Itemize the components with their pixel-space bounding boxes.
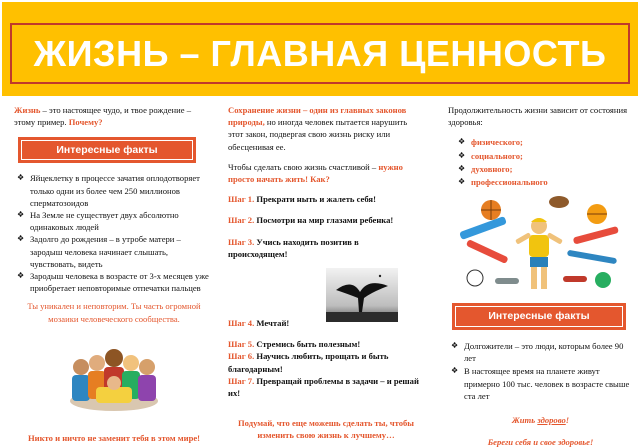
step-text: Учись находить позитив в происходящем! bbox=[228, 236, 359, 259]
step-2 bbox=[228, 214, 420, 226]
live-word: здорово bbox=[537, 415, 566, 426]
eagle-photo bbox=[326, 268, 398, 322]
step-text: Научись любить, прощать и быть благодарным! bbox=[228, 351, 389, 374]
health-list bbox=[448, 136, 633, 188]
step-text: Мечтай! bbox=[254, 318, 290, 329]
header-banner bbox=[2, 2, 638, 96]
step-label: Шаг 4. bbox=[228, 318, 255, 329]
children-group-image bbox=[68, 331, 160, 411]
step-label: Шаг 3. bbox=[228, 236, 255, 247]
children-photo bbox=[68, 331, 160, 411]
live-prefix: Жить bbox=[511, 415, 538, 426]
closing-question: Подумай, что еще можешь сделать ты, чтобы изменить свою жизнь к лучшему… bbox=[237, 418, 414, 441]
preservation-text: но иногда человек пытается нарушить этот закон, подвергая свою жизнь риску или обесценивая ее. bbox=[228, 117, 408, 152]
middle-column bbox=[228, 104, 420, 408]
step-5 bbox=[228, 338, 420, 350]
preservation-lead: Сохранение жизни – один из главных законов природы, bbox=[228, 105, 407, 128]
preservation-paragraph bbox=[228, 104, 420, 153]
list-item: ❖ профессионального bbox=[458, 176, 633, 188]
list-item: ❖ На Земле не существует двух абсолютно одинаковых людей bbox=[14, 209, 214, 233]
intro-word: Жизнь bbox=[14, 105, 41, 115]
step-text: Стремись быть полезным! bbox=[254, 339, 361, 350]
left-column bbox=[14, 104, 214, 411]
step-text: Прекрати ныть и жалеть себя! bbox=[254, 194, 376, 205]
uniqueness-caption: Ты уникален и неповторим. Ты часть огромной мозаики человеческого сообщества. bbox=[27, 301, 201, 324]
sports-collage bbox=[455, 192, 625, 297]
facts-header-left bbox=[18, 137, 196, 163]
intro-question: Почему? bbox=[68, 117, 103, 128]
live-suffix: ! bbox=[565, 415, 570, 426]
list-item: ❖ физического; bbox=[458, 136, 633, 148]
page-title: ЖИЗНЬ – ГЛАВНАЯ ЦЕННОСТЬ bbox=[33, 32, 607, 74]
step-label: Шаг 2. bbox=[228, 215, 255, 226]
step-label: Шаг 7. bbox=[228, 375, 255, 386]
list-item: ❖ Долгожители – это люди, которым более 90 лет bbox=[448, 340, 633, 364]
step-6 bbox=[228, 350, 420, 374]
irreplaceable-line: Никто и ничто не заменит тебя в этом мире! bbox=[27, 433, 201, 443]
facts-header-right bbox=[452, 303, 626, 330]
facts-title-right: Интересные факты bbox=[455, 306, 623, 327]
happiness-paragraph bbox=[228, 161, 420, 185]
intro-text: – это настоящее чудо, и твое рождение – этому пример. bbox=[14, 105, 191, 128]
step-3 bbox=[228, 236, 420, 260]
right-column-bottom bbox=[448, 340, 633, 448]
live-healthy-line bbox=[448, 414, 633, 426]
intro-paragraph bbox=[14, 104, 214, 128]
title-frame bbox=[10, 23, 630, 84]
list-item: ❖ В настоящее время на планете живут примерно 100 тыс. человек в возрасте свыше ста лет bbox=[448, 365, 633, 402]
lifespan-intro: Продолжительность жизни зависит от состояния здоровья: bbox=[448, 105, 628, 128]
care-line: Береги себя и свое здоровье! bbox=[487, 437, 594, 448]
list-item: ❖ Зародыш человека в возрасте от 3-х месяцев уже приобретает неповторимые отпечатки пальцев bbox=[14, 270, 214, 294]
list-item: ❖ социального; bbox=[458, 150, 633, 162]
step-label: Шаг 6. bbox=[228, 351, 255, 362]
list-item: ❖ Задолго до рождения – в утробе матери – зародыш человека начинает слышать, чувствовать, видеть bbox=[14, 233, 214, 270]
happiness-lead: нужно просто начать жить! Как? bbox=[228, 161, 403, 185]
facts-title-left: Интересные факты bbox=[21, 140, 193, 160]
step-text: Посмотри на мир глазами ребенка! bbox=[254, 215, 394, 226]
step-1 bbox=[228, 193, 420, 205]
facts-list-left bbox=[14, 172, 214, 294]
right-column bbox=[448, 104, 633, 189]
step-label: Шаг 5. bbox=[228, 339, 255, 350]
list-item: ❖ духовного; bbox=[458, 163, 633, 175]
facts-list-right bbox=[448, 340, 633, 402]
happiness-text: Чтобы сделать свою жизнь счастливой – bbox=[228, 161, 379, 172]
step-label: Шаг 1. bbox=[228, 194, 255, 205]
list-item: ❖ Яйцеклетку в процессе зачатия оплодотворяет только одни из более чем 250 миллионов сперматозоидов bbox=[14, 172, 214, 209]
step-text: Превращай проблемы в задачи – и решай их! bbox=[228, 375, 419, 399]
step-7 bbox=[228, 375, 420, 399]
